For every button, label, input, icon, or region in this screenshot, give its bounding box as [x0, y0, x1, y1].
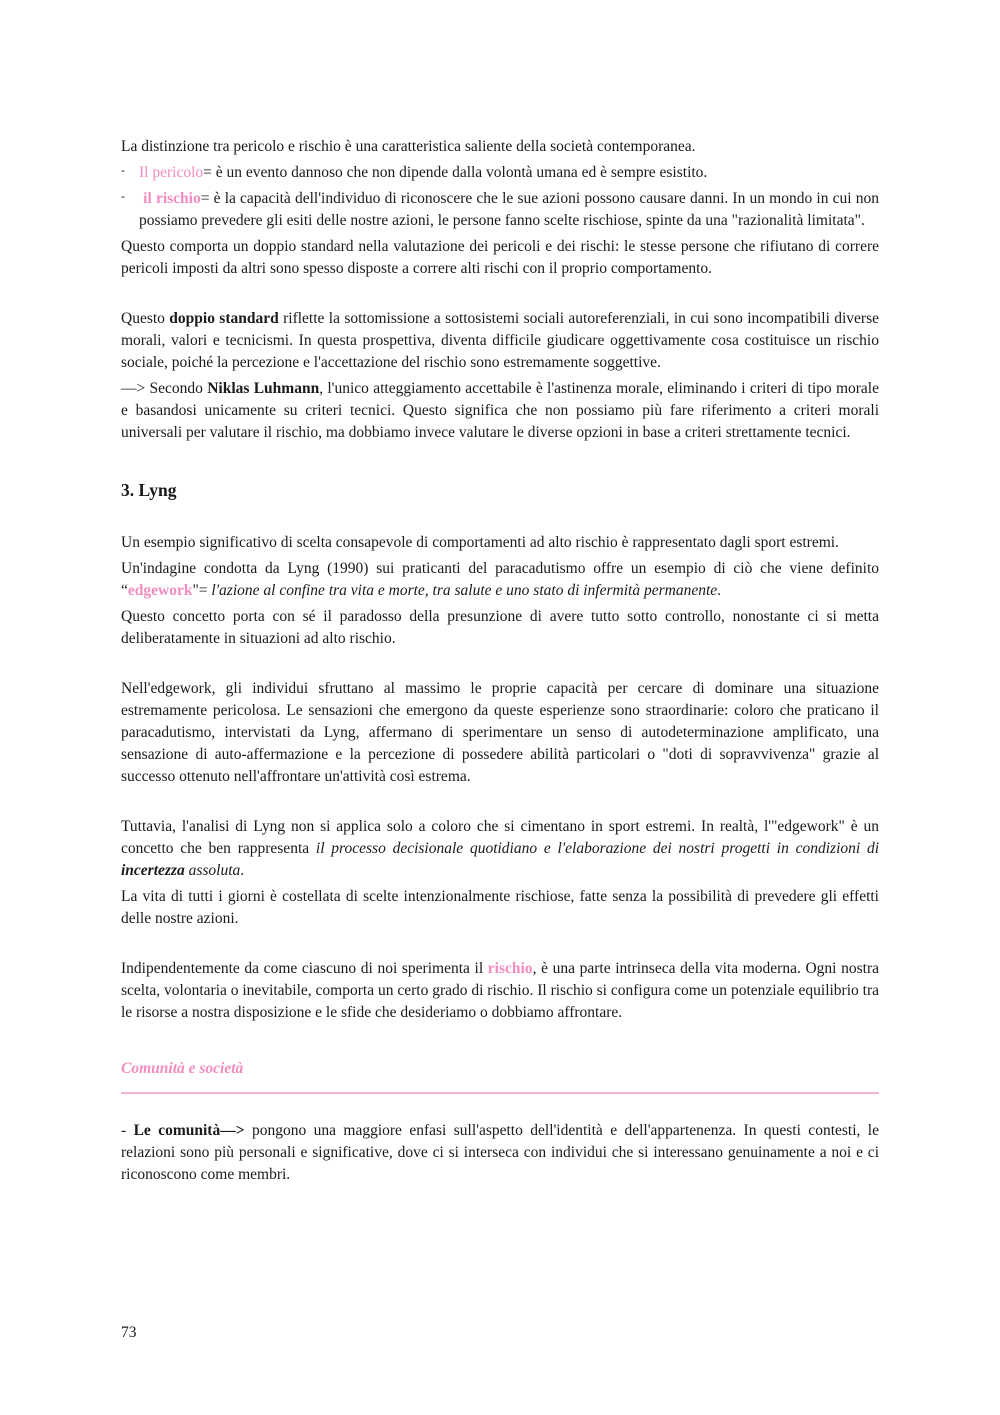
paragraph-rischio-moderno: Indipendentemente da come ciascuno di noi sperimenta il rischio, è una parte intrinseca della vita moderna. Ogni nostra scelta, volontaria o inevitabile, comporta un certo grado di rischio. Il rischio si configura come un potenziale equilibrio tra le risorse a nostra disposizione e le sfide che desideriamo o dobbiamo affrontare.	[121, 960, 879, 1021]
paragraph-luhmann: —> Secondo Niklas Luhmann, l'unico atteggiamento accettabile è l'astinenza morale, eliminando i criteri di tipo morale e basandosi unicamente su criteri tecnici. Questo significa che non possiamo più fare riferimento a criteri morali universali per valutare il rischio, ma dobbiamo invece valutare le diverse opzioni in base a criteri strettamente tecnici.	[121, 380, 879, 441]
paragraph-paradosso: Questo concetto porta con sé il paradosso della presunzione di avere tutto sotto controllo, nonostante ci si metta deliberatamente in situazioni ad alto rischio.	[121, 608, 879, 647]
heading-lyng: 3. Lyng	[121, 480, 177, 500]
section-title-comunita: Comunità e società	[121, 1060, 244, 1077]
document-page	[121, 136, 879, 1186]
term-edgework: edgework	[127, 582, 193, 599]
paragraph-vita-quotidiana: La vita di tutti i giorni è costellata di scelte intenzionalmente rischiose, fatte senza la possibilità di prevedere gli effetti delle nostre azioni.	[121, 888, 879, 927]
list-item-pericolo	[121, 162, 879, 184]
term-rischio-inline: rischio	[487, 960, 533, 977]
page-number: 73	[121, 1324, 137, 1341]
section-divider	[121, 1092, 879, 1094]
bold-luhmann: Niklas Luhmann	[207, 380, 320, 397]
paragraph-edgework-sensazioni: Nell'edgework, gli individui sfruttano al massimo le proprie capacità per cercare di dominare una situazione estremamente pericolosa. Le sensazioni che emergono da queste esperienze sono straordinarie: coloro che praticano il paracadutismo, intervistati da Lyng, affermano di sperimentare un senso di autodeterminazione amplificato, una sensazione di auto-affermazione e la percezione di possedere abilità particolari o "doti di sopravvivenza" grazie al successo ottenuto nell'affrontare un'attività così estrema.	[121, 680, 879, 785]
definition-rischio: = è la capacità dell'individuo di riconoscere che le sue azioni possono causare danni. In un mondo in cui non possiamo prevedere gli esiti delle nostre azioni, le persone fanno scelte rischiose, spinte da una "razionalità limitata".	[139, 190, 879, 229]
term-pericolo: Il pericolo	[139, 164, 204, 181]
bold-doppio-standard: doppio standard	[169, 310, 279, 327]
bold-comunita: Le comunità—>	[133, 1122, 245, 1139]
paragraph-sport-estremi: Un esempio significativo di scelta consapevole di comportamenti ad alto rischio è rappresentato dagli sport estremi.	[121, 534, 839, 551]
list-item-rischio	[121, 188, 879, 232]
bold-incertezza: incertezza	[121, 862, 185, 879]
definition-pericolo: = è un evento dannoso che non dipende dalla volontà umana ed è sempre esistito.	[203, 164, 708, 181]
paragraph-doppio-standard: Questo doppio standard riflette la sottomissione a sottosistemi sociali autoreferenziali, in cui sono incompatibili diverse morali, valori e tecnicismi. In questa prospettiva, diventa difficile giudicare oggettivamente cosa costituisce un rischio sociale, poiché la percezione e l'accettazione del rischio sono estremamente soggettive.	[121, 310, 879, 371]
paragraph-doppio-standard-intro: Questo comporta un doppio standard nella valutazione dei pericoli e dei rischi: le stesse persone che rifiutano di correre pericoli imposti da altri sono spesso disposte a correre alti rischi con il proprio comportamento.	[121, 238, 879, 277]
bullet-dash: -	[121, 163, 125, 177]
term-rischio: il rischio	[143, 190, 201, 207]
paragraph-edgework-definition: Un'indagine condotta da Lyng (1990) sui praticanti del paracadutismo offre un esempio di ciò che viene definito “edgework"= l'azione al confine tra vita e morte, tra salute e uno stato di infermità permanente.	[121, 560, 879, 599]
bullet-dash: -	[121, 189, 125, 203]
paragraph-comunita: - Le comunità—> pongono una maggiore enfasi sull'aspetto dell'identità e dell'appartenenza. In questi contesti, le relazioni sono più personali e significative, dove ci si interseca con individui che si interessano genuinamente a noi e ci riconoscono come membri.	[121, 1122, 879, 1183]
paragraph-incertezza: Tuttavia, l'analisi di Lyng non si applica solo a coloro che si cimentano in sport estremi. In realtà, l'"edgework" è un concetto che ben rappresenta il processo decisionale quotidiano e l'elaborazione dei nostri progetti in condizioni di incertezza assoluta.	[121, 818, 880, 879]
intro-paragraph: La distinzione tra pericolo e rischio è una caratteristica saliente della società contemporanea.	[121, 138, 696, 155]
